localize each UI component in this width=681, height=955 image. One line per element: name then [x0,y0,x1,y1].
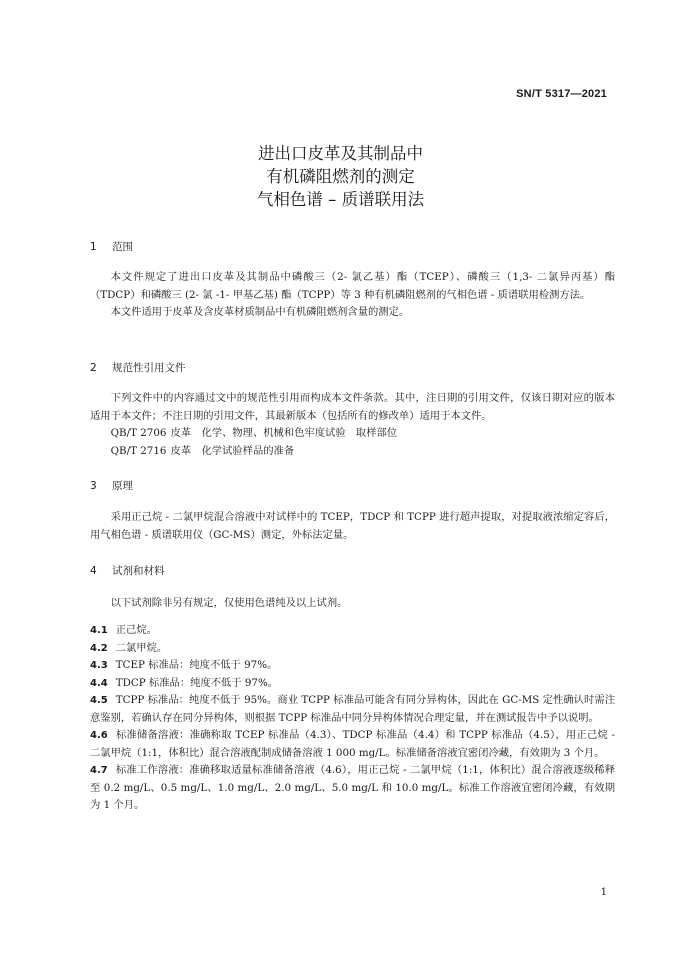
section-3-number: 3 [90,480,97,492]
title-line-2: 有机磷阻燃剂的测定 [266,167,415,186]
section-2-number: 2 [90,362,97,374]
section-1-paragraph-2: 本文件适用于皮革及含皮革材质制品中有机磷阻燃剂含量的测定。 [110,306,410,318]
section-2-paragraph: 下列文件中的内容通过文中的规范性引用而构成本文件条款。其中，注日期的引用文件，仅该日期对应的版本适用于本文件；不注日期的引用文件，其最新版本（包括所有的修改单）适用于本文件。 [90,392,615,422]
section-3-body [90,509,615,544]
page-number: 1 [600,887,607,898]
item-number: 4.4 [90,677,108,689]
section-4-heading [90,564,165,578]
item-text: TCPP 标准品：纯度不低于 95%。商业 TCPP 标准品可能含有同分异构体，因此在 GC-MS 定性确认时需注意鉴别，若确认存在同分异构体，则根据 TCPP 标准品中同分异构体情况合理定量，并在测试报告中予以说明。 [90,694,615,724]
title-line-3: 气相色谱 – 质谱联用法 [256,190,425,209]
item-text: 二氯甲烷。 [115,641,168,654]
section-4-intro-block [90,595,615,613]
item-number: 4.5 [90,695,108,706]
reference-item [90,425,615,443]
section-4-intro: 以下试剂除非另有规定，仅使用色谱纯及以上试剂。 [110,597,348,609]
section-1-number: 1 [90,241,97,253]
list-item [90,762,615,815]
list-item [90,640,615,658]
standard-code: SN/T 5317—2021 [516,88,607,100]
list-item [90,692,615,727]
section-1-heading [90,240,133,254]
section-2-body [90,390,615,460]
section-3-paragraph: 采用正己烷 - 二氯甲烷混合溶液中对试样中的 TCEP，TDCP 和 TCPP 进行超声提取，对提取液浓缩定容后，用气相色谱 - 质谱联用仪（GC-MS）测定，外标法定量。 [90,511,615,541]
list-item [90,657,615,675]
item-number: 4.2 [90,642,108,654]
reference-item [90,443,615,461]
item-number: 4.3 [90,660,108,671]
item-text: TCEP 标准品：纯度不低于 97%。 [115,659,278,671]
reference-title: 皮革 化学、物理、机械和色牢度试验 取样部位 [170,427,398,439]
section-3-heading [90,479,133,493]
document-title [0,142,681,211]
item-number: 4.6 [90,730,108,741]
reference-code: QB/T 2706 [110,427,167,439]
reference-code: QB/T 2716 [110,444,167,457]
list-item [90,675,615,693]
item-text: TDCP 标准品：纯度不低于 97%。 [115,676,279,689]
section-1-paragraph-1: 本文件规定了进出口皮革及其制品中磷酸三（2- 氯乙基）酯（TCEP）、磷酸三（1,3- 二氯异丙基）酯（TDCP）和磷酸三 (2- 氯 -1- 甲基乙基) 酯（TCPP）等 3 种有机磷阻燃剂的气相色谱 - 质谱联用检测方法。 [90,271,615,301]
list-item [90,622,615,640]
section-4-title: 试剂和材料 [112,565,165,577]
reference-title: 皮革 化学试验样品的准备 [170,444,295,457]
section-2-title: 规范性引用文件 [112,362,186,374]
section-2-heading [90,361,186,375]
item-text: 标准工作溶液：准确移取适量标准储备溶液（4.6），用正己烷 - 二氯甲烷（1:1，体积比）混合溶液逐级稀释至 0.2 mg/L、0.5 mg/L、1.0 mg/L、2.0 mg/L、5.0 mg/L 和 10.0 mg/L。标准工作溶液宜密闭冷藏，有效期为 1 个月。 [90,764,615,811]
title-line-1: 进出口皮革及其制品中 [258,144,423,163]
section-4-items [90,622,615,815]
item-number: 4.7 [90,765,108,776]
list-item [90,727,615,762]
item-text: 标准储备溶液：准确称取 TCEP 标准品（4.3）、TDCP 标准品（4.4）和 TCPP 标准品（4.5），用正己烷 - 二氯甲烷（1:1，体积比）混合溶液配制成储备溶液 1 000 mg/L。标准储备溶液宜密闭冷藏，有效期为 3 个月。 [90,729,615,759]
item-number: 4.1 [90,625,108,636]
section-3-title: 原理 [112,480,133,492]
section-1-body [90,269,615,322]
section-4-number: 4 [90,565,97,577]
item-text: 正己烷。 [115,624,157,636]
section-1-title: 范围 [112,241,133,253]
